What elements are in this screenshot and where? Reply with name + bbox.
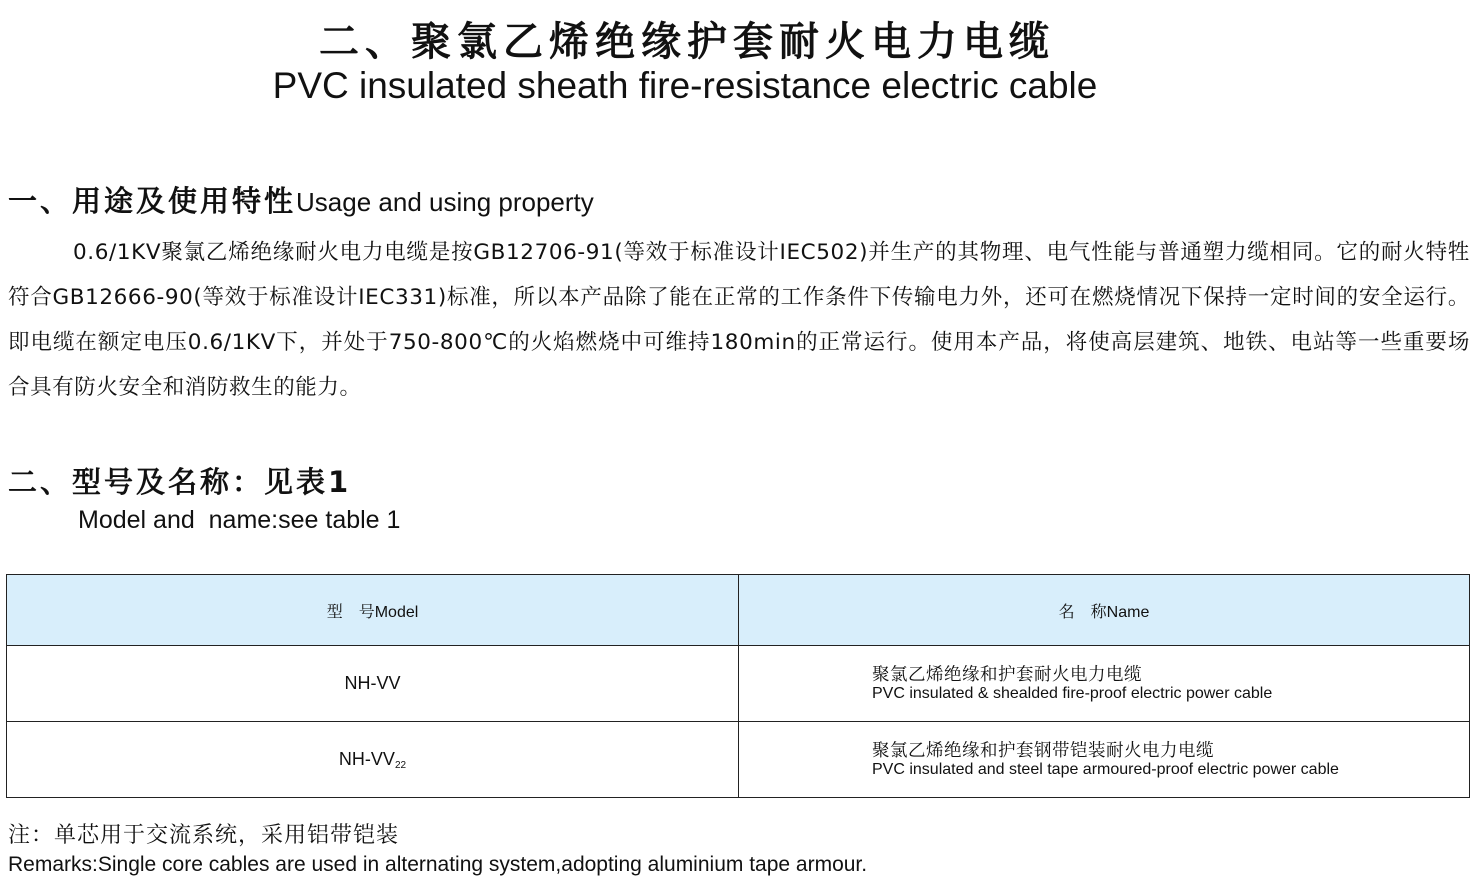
header-name-cn: 名 称: [1058, 601, 1107, 621]
section-heading-usage-cn: 一、用途及使用特性: [8, 184, 297, 218]
model-cell: [7, 646, 739, 722]
model-cell: [7, 722, 739, 798]
model-code: NH-VV: [344, 672, 401, 693]
model-subscript: 22: [394, 759, 407, 771]
name-english: PVC insulated and steel tape armoured-proof electric power cable: [872, 760, 1339, 778]
model-code: NH-VV: [338, 748, 395, 769]
section-heading-usage-en: Usage and using property: [296, 187, 594, 217]
model-table: [6, 574, 1470, 798]
name-english: PVC insulated & shealded fire-proof electric power cable: [872, 684, 1273, 702]
section-heading-usage: [8, 183, 594, 220]
name-chinese: 聚氯乙烯绝缘和护套钢带铠装耐火电力电缆: [872, 740, 1214, 761]
header-name: [739, 575, 1470, 646]
name-chinese: 聚氯乙烯绝缘和护套耐火电力电缆: [872, 664, 1142, 685]
usage-paragraph-text: 0.6/1KV聚氯乙烯绝缘耐火电力电缆是按GB12706-91(等效于标准设计IEC502)并生产的其物理、电气性能与普通塑力缆相同。它的耐火特牲符合GB12666-90(等效于标准设计IEC331)标准，所以本产品除了能在正常的工作条件下传输电力外，还可在燃烧情况下保持一定时间的安全运行。即电缆在额定电压0.6/1KV下，并处于750-800℃的火焰燃烧中可维持180min的正常运行。使用本产品，将使高层建筑、地铁、电站等一些重要场合具有防火安全和消防救生的能力。: [8, 240, 1470, 400]
remarks-english: Remarks:Single core cables are used in alternating system,adopting aluminium tape armour.: [8, 853, 868, 876]
remarks-chinese: 注：单芯用于交流系统，采用铝带铠装: [8, 823, 400, 848]
page-title-english: [0, 64, 1474, 108]
page-title-chinese: [0, 18, 1474, 66]
name-cell: [739, 646, 1470, 722]
header-name-en: Name: [1106, 603, 1150, 621]
page-title-english-text: PVC insulated sheath fire-resistance electric cable: [272, 65, 1098, 106]
header-model: [7, 575, 739, 646]
name-cell: [739, 722, 1470, 798]
header-model-cn: 型 号: [326, 601, 375, 621]
table-header-row: [7, 575, 1470, 646]
table-row: [7, 722, 1470, 798]
page-title-chinese-text: 二、聚氯乙烯绝缘护套耐火电力电缆: [319, 19, 1055, 65]
section-heading-model-en: Model and name:see table 1: [78, 506, 401, 534]
section-heading-model: 二、型号及名称：见表1: [8, 465, 352, 499]
usage-paragraph: [8, 230, 1470, 410]
table-row: [7, 646, 1470, 722]
header-model-en: Model: [374, 603, 419, 621]
